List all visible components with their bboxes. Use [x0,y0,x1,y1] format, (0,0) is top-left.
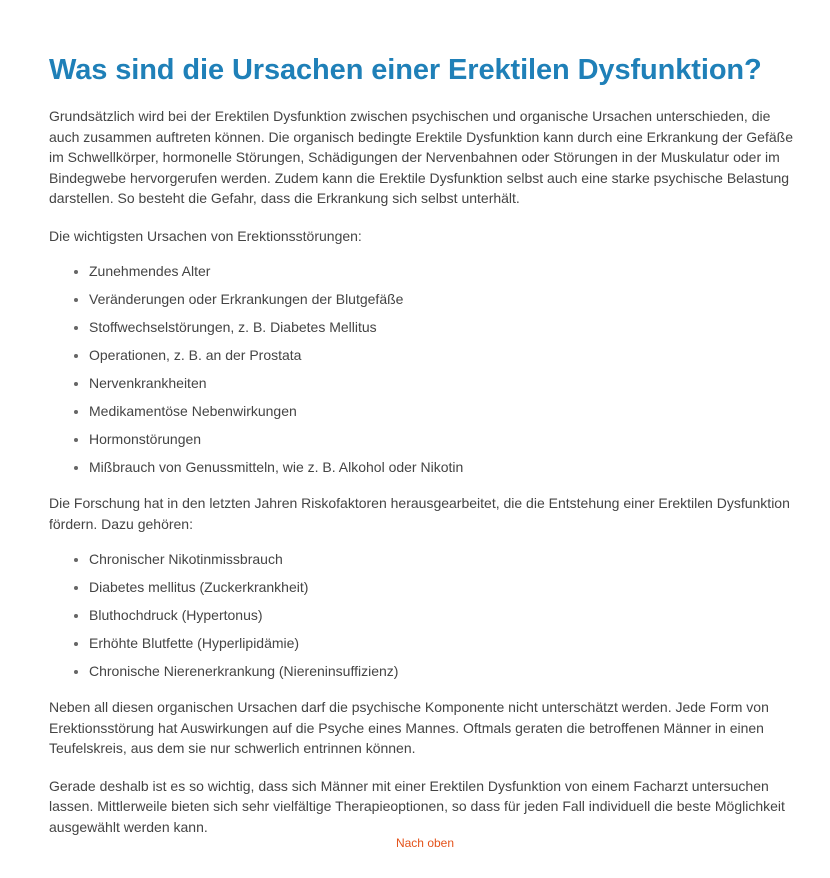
list-item: • Medikamentöse Nebenwirkungen [89,401,799,421]
list-item: • Stoffwechselstörungen, z. B. Diabetes Mellitus [89,317,799,337]
list-item: • Diabetes mellitus (Zuckerkrankheit) [89,577,799,597]
list-item: • Bluthochdruck (Hypertonus) [89,605,799,625]
causes-heading: Die wichtigsten Ursachen von Erektionsstörungen: [49,227,362,244]
list-item: • Chronischer Nikotinmissbrauch [89,549,799,569]
page-title: Was sind die Ursachen einer Erektilen Dysfunktion? [49,54,762,86]
intro-paragraph: Grundsätzlich wird bei der Erektilen Dysfunktion zwischen psychischen und organische Ursachen unterschieden, die auch zusammen auftreten können. Die organisch bedingte Erektile Dysfunktion kann durch eine Erkrankung der Gefäße im Schwellkörper, hormonelle Störungen, Schädigungen der Nervenbahnen oder Störungen in der Muskulatur oder im Bindegwebe hervorgerufen werden. Zudem kann die Erektile Dysfunktion selbst auch eine starke psychische Belastung darstellen. So besteht die Gefahr, dass die Erkrankung sich selbst unterhält. [49,108,793,206]
list-item: • Mißbrauch von Genussmitteln, wie z. B. Alkohol oder Nikotin [89,457,799,477]
causes-list [49,261,799,477]
article [49,52,799,854]
list-item: • Zunehmendes Alter [89,261,799,281]
risk-factors-list [49,549,799,681]
back-to-top-link[interactable]: Nach oben [395,836,455,850]
list-item: • Hormonstörungen [89,429,799,449]
list-item: • Veränderungen oder Erkrankungen der Blutgefäße [89,289,799,309]
list-item: • Chronische Nierenerkrankung (Niereninsuffizienz) [89,661,799,681]
list-item: • Operationen, z. B. an der Prostata [89,345,799,365]
therapy-paragraph: Gerade deshalb ist es so wichtig, dass sich Männer mit einer Erektilen Dysfunktion von einem Facharzt untersuchen lassen. Mittlerweile bieten sich sehr vielfältige Therapieoptionen, so dass für jeden Fall individuell die beste Möglichkeit ausgewählt werden kann. [49,777,785,835]
list-item: • Erhöhte Blutfette (Hyperlipidämie) [89,633,799,653]
psyche-paragraph: Neben all diesen organischen Ursachen darf die psychische Komponente nicht unterschätzt werden. Jede Form von Erektionsstörung hat Auswirkungen auf die Psyche eines Mannes. Oftmals geraten die betroffenen Männer in einen Teufelskreis, aus dem sie nur schwerlich entrinnen können. [49,699,769,756]
list-item: • Nervenkrankheiten [89,373,799,393]
risk-intro-paragraph: Die Forschung hat in den letzten Jahren Riskofaktoren herausgearbeitet, die die Entstehung einer Erektilen Dysfunktion fördern. Dazu gehören: [49,495,790,532]
back-to-top-container [0,835,830,851]
